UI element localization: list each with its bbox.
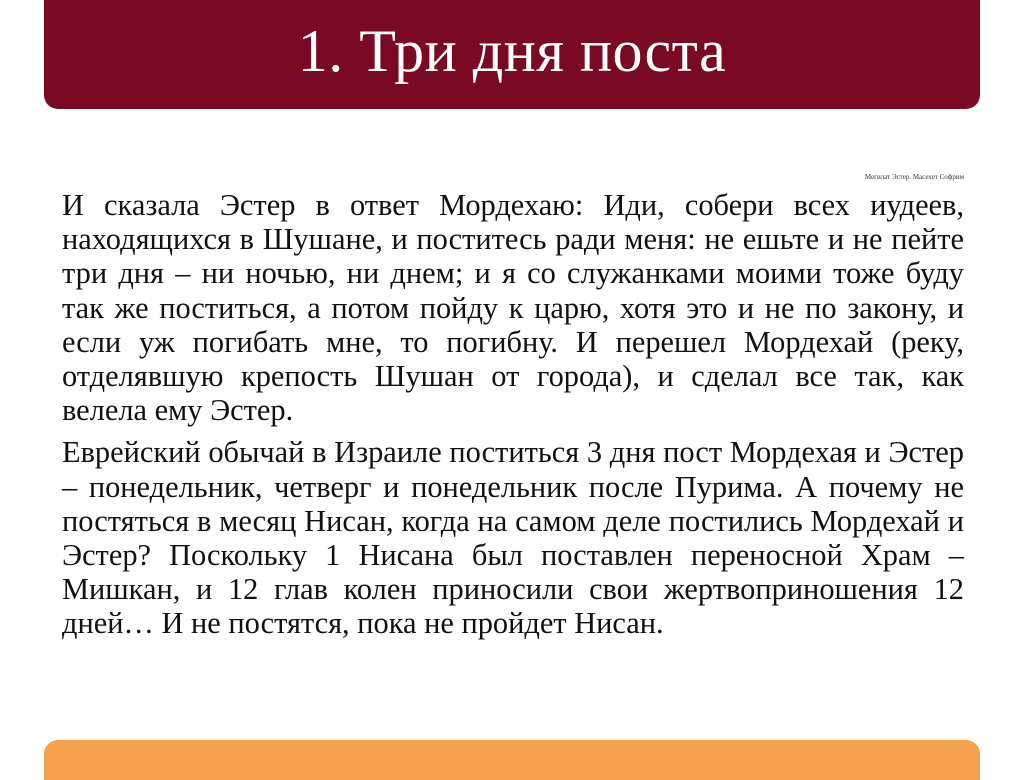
title-banner — [44, 0, 980, 109]
paragraph-esther-quote: И сказала Эстер в ответ Мордехаю: Иди, собери всех иудеев, находящихся в Шушане, и поститесь ради меня: не ешьте и не пейте три дня – ни ночью, ни днем; и я со служанками моими тоже буду так же поститься, а потом пойду к царю, хотя это и не по закону, и если уж погибать мне, то погибну. И перешел Мордехай (реку, отделявшую крепость Шушан от города), и сделал все так, как велела ему Эстер. — [62, 188, 964, 428]
paragraph-fasting-custom: Еврейский обычай в Израиле поститься 3 дня пост Мордехая и Эстер – понедельник, четверг и понедельник после Пурима. А почему не постяться в месяц Нисан, когда на самом деле постились Мордехай и Эстер? Поскольку 1 Нисана был поставлен переносной Храм – Мишкан, и 12 глав колен приносили свои жертвоприношения 12 дней… И не постятся, пока не пройдет Нисан. — [62, 435, 964, 641]
slide-title: 1. Три дня поста — [297, 17, 727, 84]
source-reference: Мегилат Эстер. Масехет Софрим — [864, 173, 964, 181]
footer-banner — [44, 740, 980, 780]
slide-body — [62, 188, 964, 641]
